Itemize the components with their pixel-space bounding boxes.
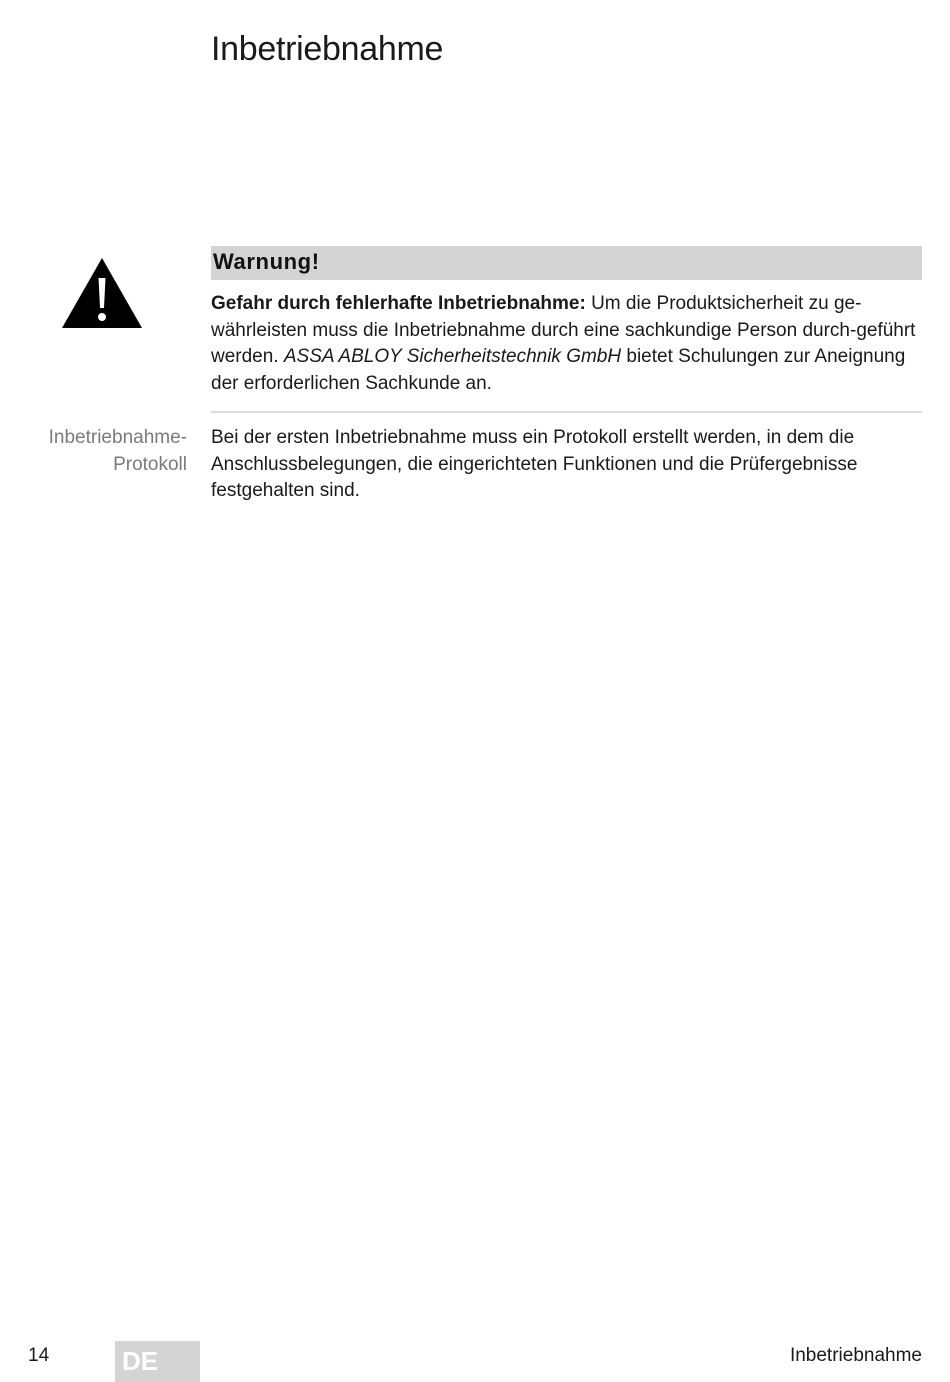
- warning-heading-bar: [211, 246, 922, 280]
- language-code: DE: [122, 1346, 159, 1376]
- warning-triangle-icon: [60, 256, 144, 330]
- warning-text: [211, 291, 923, 397]
- side-label: [20, 425, 187, 478]
- page-title: Inbetriebnahme: [211, 30, 444, 68]
- warning-heading: Warnung!: [213, 249, 320, 274]
- warning-text-part1: Um die Produktsicherheit zu ge-währleisten muss die Inbetriebnahme durch eine sachkundige Person durch-geführt werden.: [211, 293, 916, 367]
- company-name: ASSA ABLOY Sicherheitstechnik GmbH: [283, 346, 622, 367]
- page-number: 14: [28, 1345, 50, 1366]
- side-label-line2: Protokoll: [113, 453, 187, 475]
- protocol-text: Bei der ersten Inbetriebnahme muss ein Protokoll erstellt werden, in dem die Anschlussbelegungen, die eingerichteten Funktionen und die Prüfergebnisse festgehalten sind.: [211, 427, 858, 501]
- language-badge: [115, 1341, 200, 1382]
- side-label-line1: Inbetriebnahme-: [48, 427, 187, 448]
- warning-text-part2: bietet Schulungen zur Aneignung der erforderlichen Sachkunde an.: [211, 346, 906, 394]
- warning-lead: Gefahr durch fehlerhafte Inbetriebnahme:: [211, 293, 586, 314]
- section-divider: [211, 411, 922, 413]
- footer-chapter-title: Inbetriebnahme: [789, 1345, 922, 1366]
